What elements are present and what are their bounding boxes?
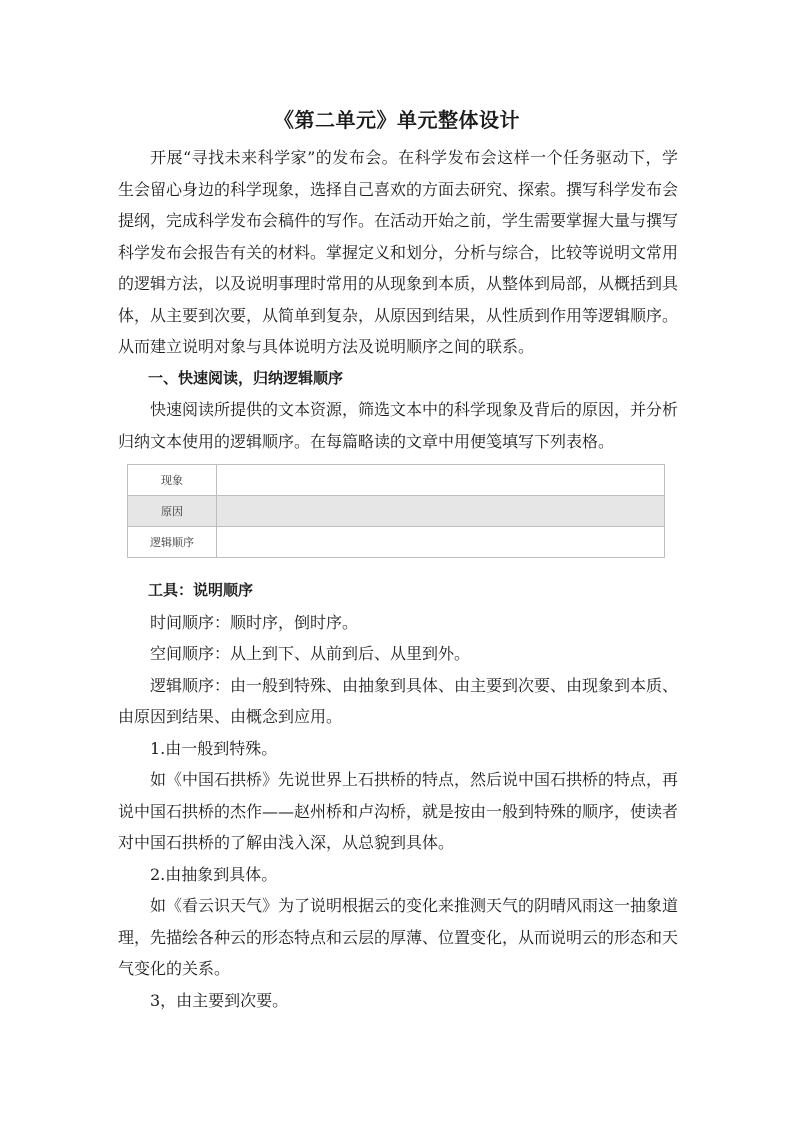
table-row (128, 496, 665, 527)
worksheet-table-container (127, 464, 665, 558)
section1-paragraph: 快速阅读所提供的文本资源，筛选文本中的科学现象及背后的原因，并分析归纳文本使用的逻辑顺序。在每篇略读的文章中用便笺填写下列表格。 (118, 400, 679, 451)
logic-order-text: 逻辑顺序：由一般到特殊、由抽象到具体、由主要到次要、由现象到本质、由原因到结果、由概念到应用。 (118, 675, 679, 726)
table-row-label: 逻辑顺序 (128, 527, 217, 558)
space-order-text: 空间顺序：从上到下、从前到后、从里到外。 (150, 644, 471, 663)
table-row (128, 527, 665, 558)
page-title: 《第二单元》单元整体设计 (274, 108, 520, 132)
item1-title: 1.由一般到特殊。 (150, 738, 278, 758)
tools-section (118, 575, 678, 1016)
table-cell-input[interactable] (217, 527, 665, 558)
intro-paragraph: 开展“寻找未来科学家”的发布会。在科学发布会这样一个任务驱动下，学生会留心身边的科学现象，选择自己喜欢的方面去研究、探索。撰写科学发布会提纲，完成科学发布会稿件的写作。在活动开始之前，学生需要掌握大量与撰写科学发布会报告有关的材料。掌握定义和划分，分析与综合，比较等说明文常用的逻辑方法，以及说明事理时常用的从现象到本质，从整体到局部，从概括到具体，从主要到次要，从简单到复杂，从原因到结果，从性质到作用等逻辑顺序。从而建立说明对象与具体说明方法及说明顺序之间的联系。 (118, 148, 679, 356)
table-cell-input[interactable] (217, 496, 665, 527)
item2-title: 2.由抽象到具体。 (150, 864, 278, 884)
tools-heading: 工具：说明顺序 (148, 581, 254, 599)
table-cell-input[interactable] (217, 465, 665, 496)
table-row-label: 现象 (128, 465, 217, 496)
table-row-label: 原因 (128, 496, 217, 527)
intro-section (118, 142, 678, 457)
table-row (128, 465, 665, 496)
item2-text: 如《看云识天气》为了说明根据云的变化来推测天气的阴晴风雨这一抽象道理，先描绘各种云的形态特点和云层的厚薄、位置变化，从而说明云的形态和天气变化的关系。 (118, 896, 679, 978)
time-order-text: 时间顺序：顺时序，倒时序。 (150, 612, 359, 632)
section1-heading: 一、快速阅读，归纳逻辑顺序 (148, 368, 344, 387)
item1-text: 如《中国石拱桥》先说世界上石拱桥的特点，然后说中国石拱桥的特点，再说中国石拱桥的杰作——赵州桥和卢沟桥，就是按由一般到特殊的顺序，使读者对中国石拱桥的了解由浅入深，从总貌到具体。 (118, 770, 679, 852)
item3-title: 3，由主要到次要。 (150, 990, 289, 1010)
worksheet-table (127, 464, 665, 558)
